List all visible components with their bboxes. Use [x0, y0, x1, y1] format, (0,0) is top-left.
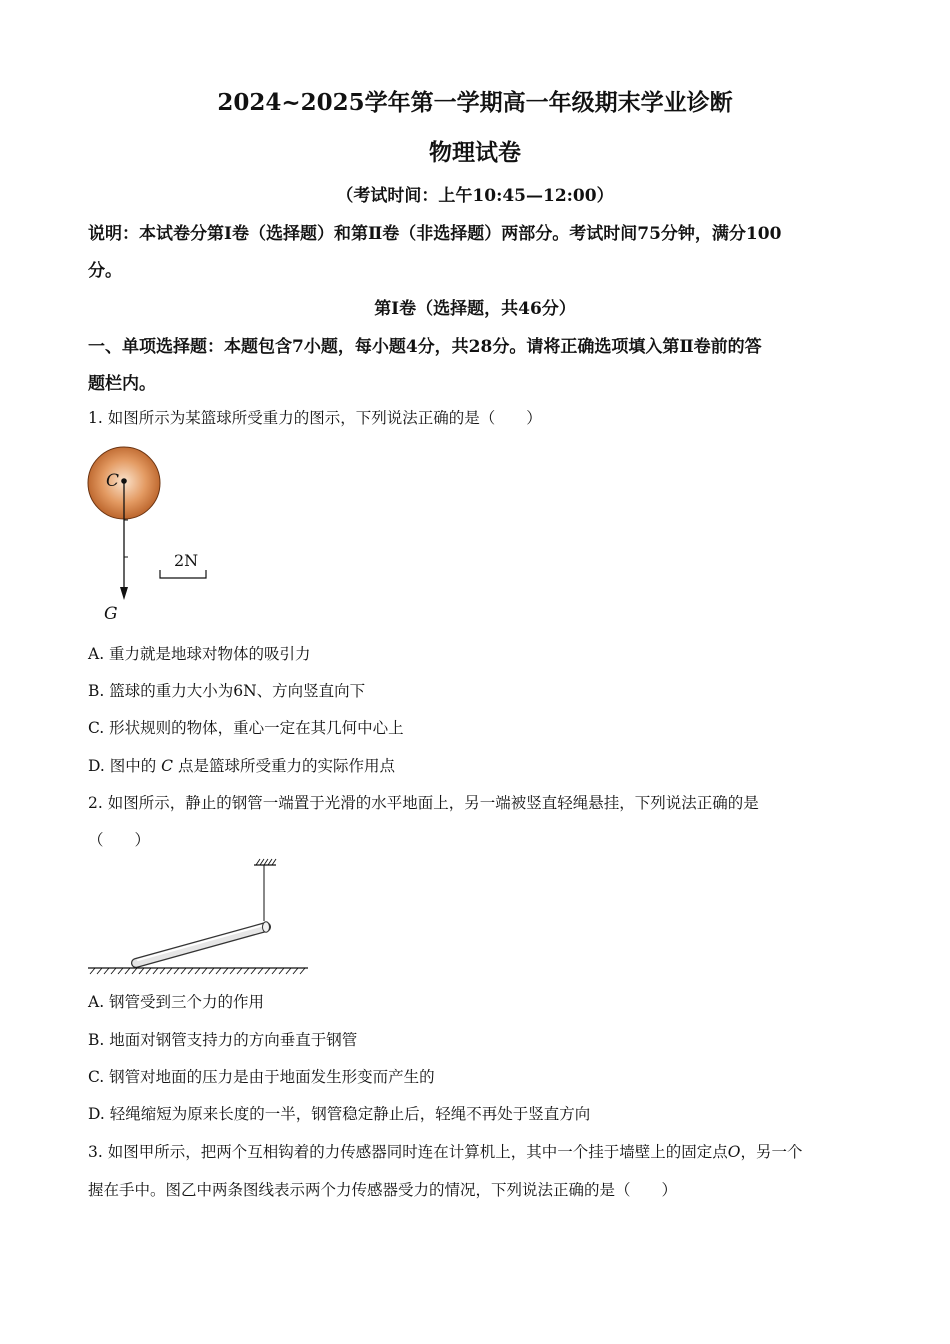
question-2-option-d: D. 轻绳缩短为原来长度的一半，钢管稳定静止后，轻绳不再处于竖直方向: [88, 1105, 591, 1123]
ground-hatch: [90, 968, 305, 974]
question-3-point-label: O: [727, 1143, 741, 1161]
instructions-line-1: 说明：本试卷分第Ⅰ卷（选择题）和第Ⅱ卷（非选择题）两部分。考试时间75分钟，满分100: [88, 224, 782, 244]
exam-time: （考试时间：上午10:45—12:00）: [336, 186, 614, 206]
subject-title: 物理试卷: [429, 139, 521, 166]
question-2-option-c: C. 钢管对地面的压力是由于地面发生形变而产生的: [88, 1068, 435, 1086]
scale-bar: [160, 570, 206, 578]
question-1-figure: [80, 440, 220, 630]
option-d-suffix: 点是篮球所受重力的实际作用点: [177, 757, 395, 775]
gravity-label: G: [104, 604, 118, 624]
option-d-prefix: D. 图中的: [88, 757, 157, 775]
exam-title: 2024~2025学年第一学期高一年级期末学业诊断: [217, 89, 733, 116]
question-3-stem-prefix: 3. 如图甲所示，把两个互相钩着的力传感器同时连在计算机上，其中一个挂于墙壁上的固定点: [88, 1143, 728, 1161]
steel-pipe-body: [136, 927, 266, 963]
question-1-option-c: C. 形状规则的物体，重心一定在其几何中心上: [88, 719, 404, 737]
steel-pipe-highlight: [138, 925, 264, 960]
question-3-stem-line-2: 握在手中。图乙中两条图线表示两个力传感器受力的情况，下列说法正确的是（ ）: [88, 1181, 678, 1199]
question-2-option-b: B. 地面对钢管支持力的方向垂直于钢管: [88, 1031, 358, 1049]
section-instruction-line-2: 题栏内。: [88, 374, 156, 394]
question-2-stem-line-1: 2. 如图所示，静止的钢管一端置于光滑的水平地面上，另一端被竖直轻绳悬挂，下列说法正确的是: [88, 794, 759, 812]
instructions-line-2: 分。: [88, 261, 122, 281]
question-1-option-a: A. 重力就是地球对物体的吸引力: [88, 645, 311, 663]
gravity-arrowhead: [120, 587, 128, 600]
question-1-stem: 1. 如图所示为某篮球所受重力的图示，下列说法正确的是（ ）: [88, 409, 542, 427]
question-2-figure: [86, 855, 316, 975]
pipe-end: [263, 922, 270, 932]
question-2-option-a: A. 钢管受到三个力的作用: [88, 993, 265, 1011]
question-2-stem-line-2: （ ）: [88, 831, 151, 849]
question-1-option-b: B. 篮球的重力大小为6N、方向竖直向下: [88, 682, 366, 700]
question-3-stem-suffix: ，另一个: [740, 1143, 803, 1161]
option-d-variable: C: [161, 757, 174, 775]
center-label: C: [106, 471, 120, 491]
scale-label: 2N: [174, 551, 199, 570]
section-title: 第Ⅰ卷（选择题，共46分）: [374, 299, 576, 319]
ceiling-hatch: [256, 859, 276, 865]
section-instruction-line-1: 一、单项选择题：本题包含7小题，每小题4分，共28分。请将正确选项填入第Ⅱ卷前的答: [88, 337, 762, 357]
question-3-stem-line-1: [88, 1140, 802, 1162]
question-1-option-d: [88, 754, 395, 776]
